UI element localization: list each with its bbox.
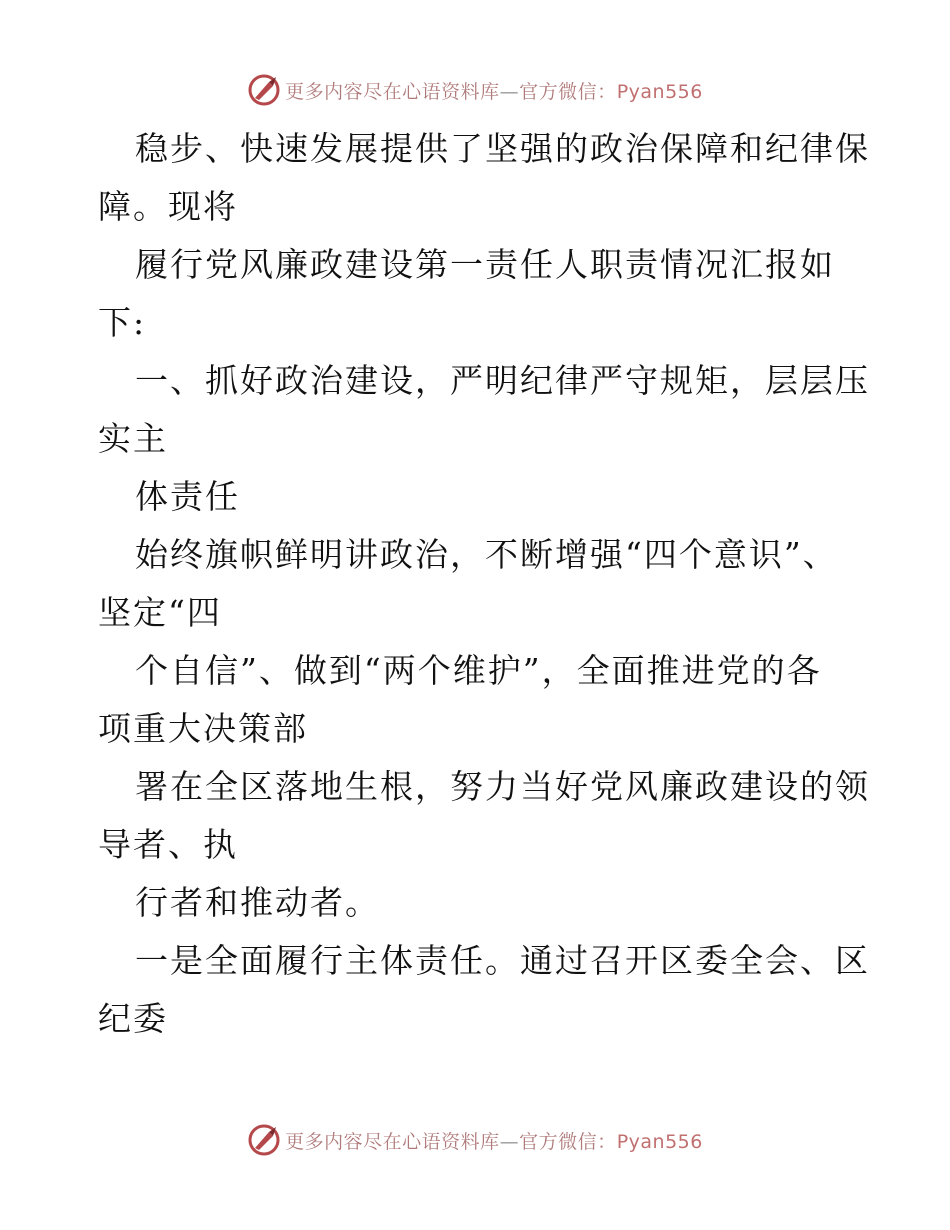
banner-site-text: 更多内容尽在心语资料库 [285,1130,500,1153]
banner-site-text: 更多内容尽在心语资料库 [285,80,500,103]
text-line: 坚定“四 [98,593,222,632]
text-line: 行者和推动者。 [135,883,380,922]
text-line: 始终旗帜鲜明讲政治，不断增强“四个意识”、 [135,535,838,574]
text-line: 导者、执 [98,825,238,864]
header-watermark-banner [0,70,950,110]
quill-pen-seal-icon [247,73,281,107]
text-line: 下: [98,303,147,342]
banner-wechat-handle: Pyan556 [616,80,703,103]
banner-separator: — [499,1130,520,1153]
text-line: 项重大决策部 [98,709,308,748]
banner-wechat-label: 官方微信： [519,1130,617,1153]
quill-pen-seal-icon [247,1123,281,1157]
text-line: 障。现将 [98,187,238,226]
text-line: 履行党风廉政建设第一责任人职责情况汇报如 [135,245,835,284]
text-line: 署在全区落地生根，努力当好党风廉政建设的领 [135,767,870,806]
document-body [98,120,870,1048]
banner-separator: — [499,80,520,103]
section-heading-line: 实主 [98,419,168,458]
text-line: 一是全面履行主体责任。通过召开区委全会、区 [135,941,870,980]
text-line: 稳步、快速发展提供了坚强的政治保障和纪律保 [135,129,870,168]
section-heading-line: 一、抓好政治建设，严明纪律严守规矩，层层压 [135,361,870,400]
section-heading-line: 体责任 [135,477,240,516]
banner-wechat-label: 官方微信： [519,80,617,103]
footer-watermark-banner [0,1120,950,1160]
text-line: 个自信”、做到“两个维护”，全面推进党的各 [135,651,822,690]
text-line: 纪委 [98,999,168,1038]
banner-wechat-handle: Pyan556 [616,1130,703,1153]
